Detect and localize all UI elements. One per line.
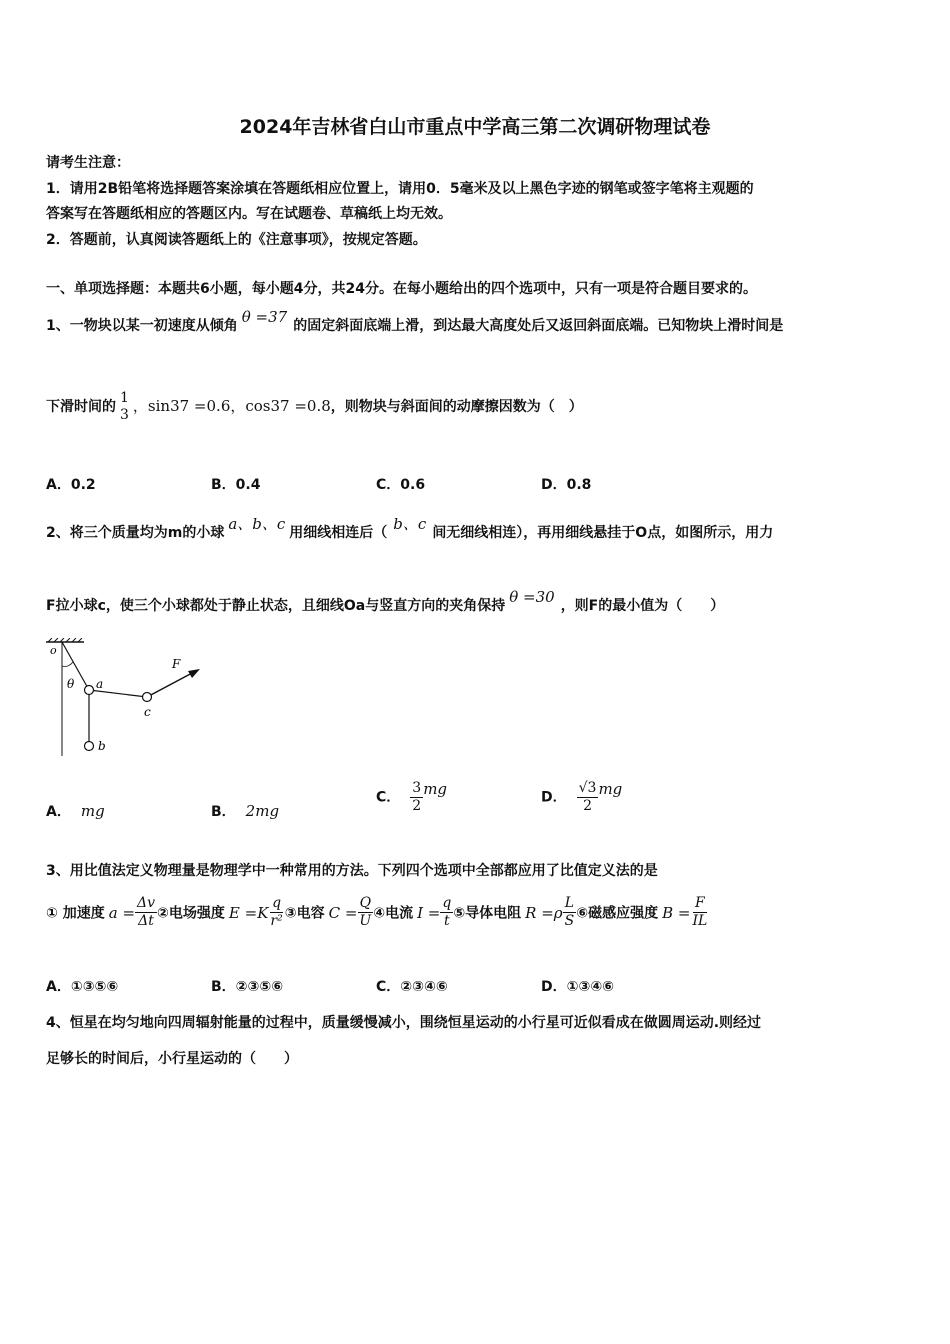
label-theta: θ bbox=[67, 677, 75, 691]
q3-f4-den: t bbox=[444, 913, 450, 929]
q2-option-d-label: D． bbox=[541, 789, 567, 806]
notice-line-3: 2．答题前，认真阅读答题纸上的《注意事项》，按规定答题。 bbox=[46, 232, 427, 248]
string-ac bbox=[89, 690, 147, 697]
q2-option-b-value: 2mg bbox=[245, 802, 280, 820]
q2-text-5: ，则F的最小值为（ ） bbox=[560, 598, 725, 614]
ball-c bbox=[143, 693, 152, 702]
notice-heading: 请考生注意： bbox=[46, 155, 130, 171]
q3-label-3: ③电容 bbox=[284, 905, 325, 922]
q1-option-c[interactable]: C．0.6 bbox=[376, 477, 426, 493]
q2-text-2: 用细线相连后（ bbox=[289, 525, 388, 541]
q2-line-1 bbox=[46, 515, 774, 542]
q3-label-6: ⑥磁感应强度 bbox=[576, 905, 659, 922]
q2-option-d-tail: mg bbox=[598, 779, 623, 798]
angle-arc bbox=[62, 662, 73, 667]
label-a: a bbox=[96, 677, 104, 691]
q1-trig: ，sin37 =0.6，cos37 =0.8 bbox=[132, 397, 331, 415]
notice-line-2: 答案写在答题纸相应的答题区内。写在试题卷、草稿纸上均无效。 bbox=[46, 206, 452, 222]
q2-option-c-label: C． bbox=[376, 789, 401, 806]
q2-option-a-value: mg bbox=[80, 802, 105, 820]
q1-text-1: 1、一物块以某一初速度从倾角 bbox=[46, 318, 238, 334]
label-c: c bbox=[144, 705, 151, 719]
q3-question: 3、用比值法定义物理量是物理学中一种常用的方法。下列四个选项中全部都应用了比值定义法的是 bbox=[46, 863, 658, 879]
q3-formula-5-lhs: R =ρ bbox=[525, 903, 563, 922]
q1-text-2: 的固定斜面底端上滑，到达最大高度处后又返回斜面底端。已知物块上滑时间是 bbox=[293, 318, 784, 334]
q3-formula-6-lhs: B = bbox=[662, 903, 691, 922]
q2-bc: b、c bbox=[393, 515, 427, 533]
q3-formula-3-frac bbox=[357, 895, 373, 930]
q3-label-1: ① 加速度 bbox=[46, 905, 105, 922]
q2-option-c-fraction bbox=[410, 780, 423, 815]
q2-option-c-den: 2 bbox=[412, 798, 422, 814]
q3-f3-den: U bbox=[359, 913, 372, 929]
q3-f5-num: L bbox=[564, 895, 575, 911]
q3-f2-den: r² bbox=[270, 913, 283, 929]
q2-option-d[interactable] bbox=[541, 780, 622, 815]
q1-fraction bbox=[118, 390, 131, 424]
q2-option-c-tail: mg bbox=[423, 779, 448, 798]
q2-text-3: 间无细线相连），再用细线悬挂于O点，如图所示，用力 bbox=[432, 525, 774, 541]
q2-option-a-label: A． bbox=[46, 804, 71, 820]
q3-f4-num: q bbox=[442, 895, 452, 911]
notice-line-1: 1．请用2B铅笔将选择题答案涂填在答题纸相应位置上，请用0．5毫米及以上黑色字迹的钢笔或签字笔将主观题的 bbox=[46, 181, 754, 197]
q3-formulas bbox=[46, 895, 709, 930]
q3-f1-num: Δv bbox=[137, 895, 156, 911]
q2-option-a[interactable] bbox=[46, 801, 105, 821]
q3-option-d[interactable]: D．①③④⑥ bbox=[541, 979, 615, 995]
q2-line-2 bbox=[46, 588, 725, 615]
q3-formula-3-lhs: C = bbox=[328, 903, 358, 922]
q1-line-1 bbox=[46, 308, 784, 335]
q2-figure bbox=[44, 638, 214, 758]
q2-option-d-num: √3 bbox=[578, 780, 597, 796]
q3-f3-num: Q bbox=[359, 895, 372, 911]
ball-a bbox=[85, 686, 94, 695]
q4-line-1: 4、恒星在均匀地向四周辐射能量的过程中，质量缓慢减小，围绕恒星运动的小行星可近似看成在做圆周运动.则经过 bbox=[46, 1015, 762, 1031]
q3-label-4: ④电流 bbox=[373, 905, 414, 922]
q1-option-b[interactable]: B．0.4 bbox=[211, 477, 261, 493]
page-title: 2024年吉林省白山市重点中学高三第二次调研物理试卷 bbox=[239, 116, 711, 138]
q3-f5-den: S bbox=[564, 913, 575, 929]
q2-option-c-num: 3 bbox=[412, 780, 422, 796]
q2-text-1: 2、将三个质量均为m的小球 bbox=[46, 525, 225, 541]
ball-b bbox=[85, 742, 94, 751]
section-heading: 一、单项选择题：本题共6小题，每小题4分，共24分。在每小题给出的四个选项中，只有一项是符合题目要求的。 bbox=[46, 281, 757, 297]
label-o: o bbox=[50, 644, 57, 657]
q1-option-d[interactable]: D．0.8 bbox=[541, 477, 592, 493]
q3-formula-1-frac bbox=[135, 895, 157, 930]
q3-option-b[interactable]: B．②③⑤⑥ bbox=[211, 979, 284, 995]
label-f: F bbox=[172, 657, 181, 671]
q3-f6-den: IL bbox=[692, 913, 708, 929]
q2-option-b-label: B． bbox=[211, 804, 236, 820]
q1-frac-num: 1 bbox=[120, 390, 129, 406]
q3-f6-num: F bbox=[694, 895, 705, 911]
q1-line-2 bbox=[46, 390, 583, 424]
q1-option-a[interactable]: A．0.2 bbox=[46, 477, 96, 493]
q3-formula-5-frac bbox=[563, 895, 577, 930]
q2-balls: a、b、c bbox=[228, 515, 286, 533]
q1-text-3: 下滑时间的 bbox=[46, 399, 116, 415]
label-b: b bbox=[98, 739, 106, 753]
q3-formula-4-frac bbox=[440, 895, 453, 930]
q3-formula-2-lhs: E =K bbox=[228, 903, 269, 922]
q1-angle: θ =37 bbox=[241, 308, 288, 326]
force-arrow-line bbox=[147, 672, 194, 697]
q3-formula-4-lhs: I = bbox=[417, 903, 441, 922]
force-arrow-head bbox=[188, 669, 200, 678]
q3-label-2: ②电场强度 bbox=[157, 905, 225, 922]
ceiling-hatch bbox=[46, 638, 84, 642]
q3-f2-num: q bbox=[272, 895, 282, 911]
q2-option-c[interactable] bbox=[376, 780, 447, 815]
q2-option-d-den: 2 bbox=[583, 798, 592, 814]
q2-text-4: F拉小球c，使三个小球都处于静止状态，且细线Oa与竖直方向的夹角保持 bbox=[46, 598, 506, 614]
q3-formula-2-frac bbox=[268, 895, 284, 930]
q3-label-5: ⑤导体电阻 bbox=[453, 905, 522, 922]
q2-angle: θ =30 bbox=[509, 588, 555, 606]
q3-option-c[interactable]: C．②③④⑥ bbox=[376, 979, 448, 995]
q4-line-2: 足够长的时间后，小行星运动的（ ） bbox=[46, 1051, 298, 1067]
q3-formula-6-frac bbox=[690, 895, 709, 930]
q3-f1-den: Δt bbox=[138, 913, 154, 929]
q2-option-d-fraction bbox=[577, 780, 599, 815]
q1-frac-den: 3 bbox=[120, 407, 129, 423]
q3-option-a[interactable]: A．①③⑤⑥ bbox=[46, 979, 119, 995]
q3-formula-1-lhs: a = bbox=[108, 903, 136, 922]
q1-text-4: ，则物块与斜面间的动摩擦因数为（ ） bbox=[330, 399, 583, 415]
q2-option-b[interactable] bbox=[211, 801, 279, 821]
